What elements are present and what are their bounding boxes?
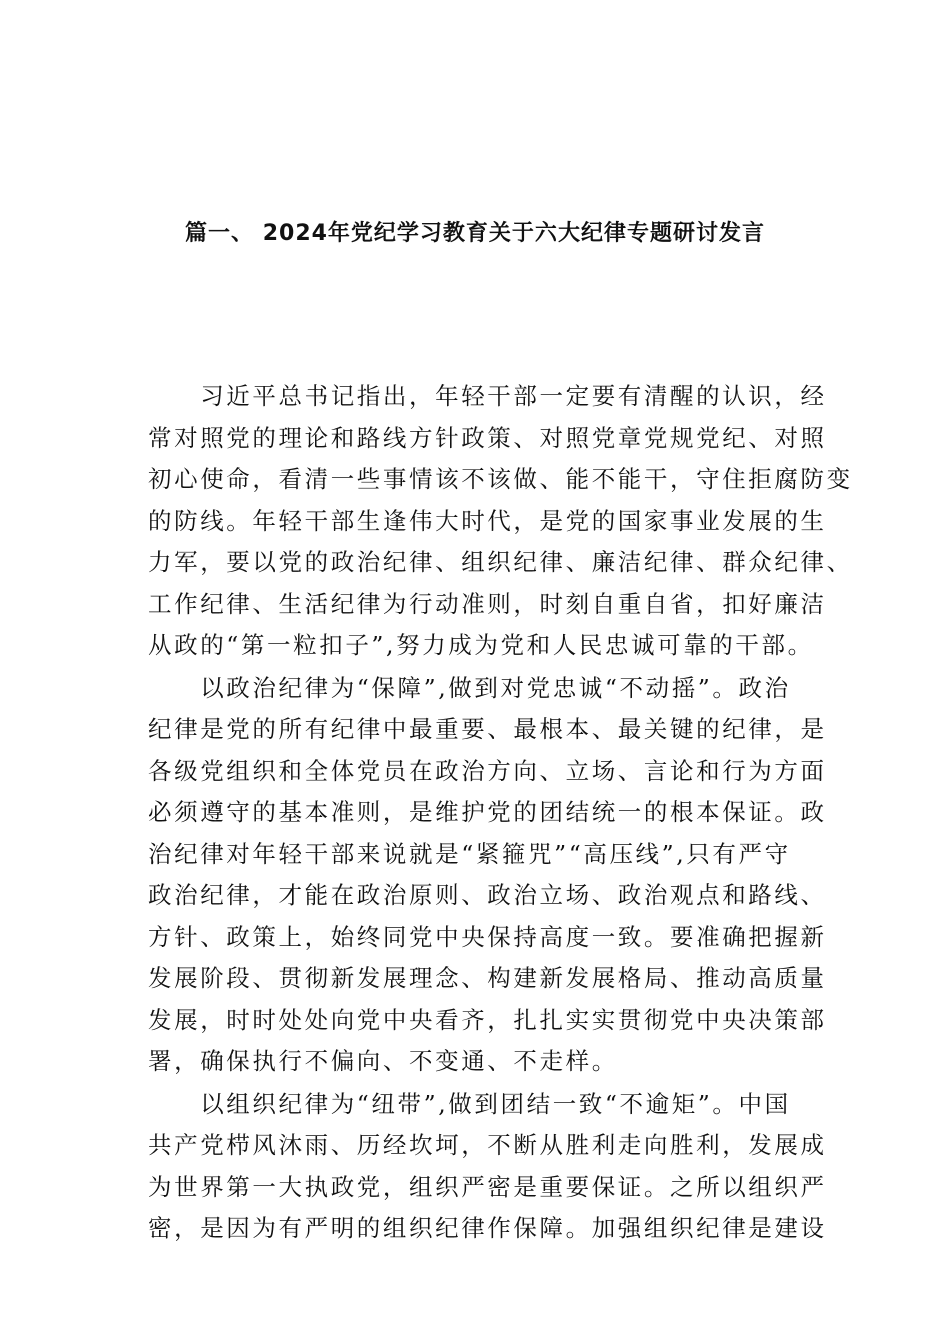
paragraph-2-line-7: 方针、政策上，始终同党中央保持高度一致。要准确把握新: [148, 923, 827, 951]
paragraph-1-line-2: 常对照党的理论和路线方针政策、对照党章党规党纪、对照: [148, 424, 827, 452]
document-title: 篇一、 2024年党纪学习教育关于六大纪律专题研讨发言: [185, 221, 765, 246]
paragraph-2-line-8: 发展阶段、贯彻新发展理念、构建新发展格局、推动高质量: [148, 964, 827, 992]
paragraph-3-line-3: 为世界第一大执政党，组织严密是重要保证。之所以组织严: [148, 1173, 827, 1201]
paragraph-2-line-9: 发展，时时处处向党中央看齐，扎扎实实贯彻党中央决策部: [148, 1006, 827, 1034]
paragraph-1-line-1: 习近平总书记指出，年轻干部一定要有清醒的认识，经: [148, 382, 827, 410]
paragraph-2-line-4: 必须遵守的基本准则，是维护党的团结统一的根本保证。政: [148, 798, 827, 826]
paragraph-2-line-1: 以政治纪律为“保障”,做到对党忠诚“不动摇”。政治: [148, 674, 791, 702]
paragraph-2-line-10: 署，确保执行不偏向、不变通、不走样。: [148, 1047, 618, 1075]
paragraph-1-line-7: 从政的“第一粒扣子”,努力成为党和人民忠诚可靠的干部。: [148, 631, 814, 659]
paragraph-3-line-1: 以组织纪律为“纽带”,做到团结一致“不逾矩”。中国: [148, 1090, 791, 1118]
paragraph-1-line-5: 力军，要以党的政治纪律、组织纪律、廉洁纪律、群众纪律、: [148, 548, 853, 576]
paragraph-2-line-5: 治纪律对年轻干部来说就是“紧箍咒”“高压线”,只有严守: [148, 840, 791, 868]
paragraph-2-line-2: 纪律是党的所有纪律中最重要、最根本、最关键的纪律，是: [148, 715, 827, 743]
paragraph-3-line-4: 密，是因为有严明的组织纪律作保障。加强组织纪律是建设: [148, 1214, 827, 1242]
paragraph-1-line-4: 的防线。年轻干部生逢伟大时代，是党的国家事业发展的生: [148, 507, 827, 535]
paragraph-1-line-6: 工作纪律、生活纪律为行动准则，时刻自重自省，扣好廉洁: [148, 590, 827, 618]
paragraph-2-line-6: 政治纪律，才能在政治原则、政治立场、政治观点和路线、: [148, 881, 827, 909]
paragraph-1-line-3: 初心使命，看清一些事情该不该做、能不能干，守住拒腐防变: [148, 465, 853, 493]
paragraph-2-line-3: 各级党组织和全体党员在政治方向、立场、言论和行为方面: [148, 757, 827, 785]
paragraph-3-line-2: 共产党栉风沐雨、历经坎坷，不断从胜利走向胜利，发展成: [148, 1131, 827, 1159]
